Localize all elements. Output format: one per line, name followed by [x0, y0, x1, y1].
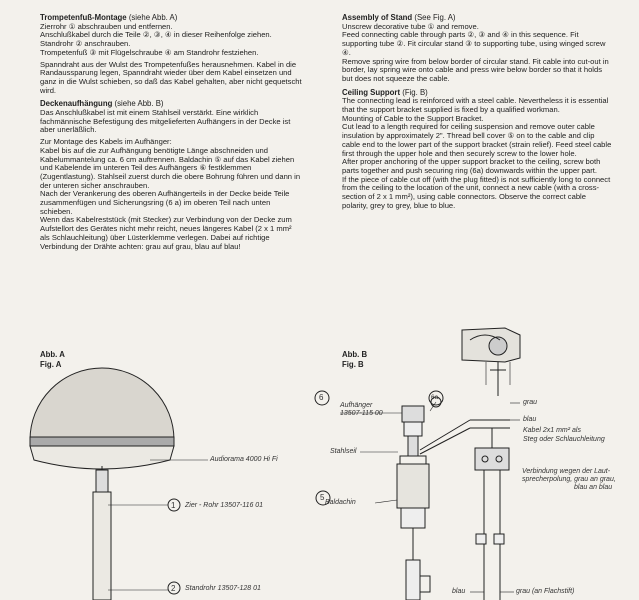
part-number: 6: [319, 393, 324, 402]
hanger-label: Aufhänger: [340, 402, 373, 409]
blue-wire-label: blau: [523, 416, 537, 423]
polarity-note: blau an blau: [574, 484, 613, 491]
hanger-code: 13507-115 00: [340, 410, 383, 417]
grey-wire-label: grau (an Flachstift): [516, 588, 575, 595]
grey-wire-label: grau: [523, 399, 538, 406]
sphere-label: Audiorama 4000 Hi Fi: [210, 456, 278, 463]
cable-spec-label: Steg oder Schlauchleitung: [523, 436, 605, 443]
paragraph: Das Anschlußkabel ist mit einem Stahlseil verstärkt. Eine wirklich fachmännische Befestigung des mitgelieferten Aufhängers in der Decke ist aber unerläßlich.: [40, 108, 291, 135]
paragraph: The connecting lead is reinforced with a steel cable. Nevertheless it is essential that the support bracket supplied is fixed by a qualified workman.: [342, 96, 609, 115]
paragraph: Mounting of Cable to the Support Bracket.: [342, 113, 484, 123]
paragraph: Spanndraht aus der Wulst des Trompetenfußes herausnehmen. Kabel in die Randaussparung legen, Spanndraht wieder über dem Kabel einsetzen und ganz in die Wulst schieben, so daß das Kabel gehalten, aber nicht gequetscht wird.: [40, 59, 302, 95]
paragraph: Nach der Verankerung des oberen Aufhängerteils in der Decke beide Teile zusammenfügen und Sicherungsring (6 a) im oberen Teil nach unten schieben.: [40, 189, 290, 216]
section-heading: Deckenaufhängung (siehe Abb. B): [40, 99, 164, 109]
canopy-label: Baldachin: [325, 499, 356, 506]
part-number: 1: [171, 501, 176, 510]
part-number: 2: [171, 584, 176, 593]
decorative-tube-label: Zier - Rohr 13507-116 01: [185, 502, 264, 509]
paragraph: Feed connecting cable through parts ②, ③ and ④ in this sequence. Fit supporting tube ②. Fit circular stand ③ to supporting tube, using winged screw ④.: [342, 30, 606, 57]
paragraph: Trompetenfuß ③ mit Flügelschraube ④ am Standrohr festziehen.: [40, 47, 259, 57]
hanger-drawing: [397, 397, 510, 600]
bracket-photo-sketch: [462, 328, 520, 396]
section-heading: Ceiling Support (Fig. B): [342, 87, 428, 97]
speaker-sphere-drawing: [30, 368, 174, 469]
figure-a-title: Abb. A Fig. A: [40, 350, 65, 369]
paragraph: Cut lead to a length required for ceiling suspension and remove outer cable insulation by approximately 2". Thread bell cover ⑤ on to the cable and clip cable end to the lower part of the support bracket (strain relief). Feed steel cable first through the upper hole and then securely screw to the lower hole.: [342, 122, 612, 158]
paragraph: Wenn das Kabelreststück (mit Stecker) zur Verbindung von der Decke zum Aufstellort des Gerätes nicht mehr reicht, neues längeres Kabel (2 x 1 mm² als Schlauchleitung) über Lüsterklemme verlegen. Dabei auf richtige Verbindung der Drähte achten: grau auf grau, blau auf blau!: [40, 215, 292, 251]
support-tube-label: Standrohr 13507-128 01: [185, 585, 261, 592]
paragraph: Anschlußkabel durch die Teile ②, ③, ④ in dieser Reihenfolge ziehen.: [40, 30, 272, 40]
polarity-note: sprecherpolung, grau an grau,: [522, 476, 616, 483]
section-heading: Trompetenfuß-Montage (siehe Abb. A): [40, 13, 178, 22]
polarity-note: Verbindung wegen der Laut-: [522, 468, 611, 475]
cable-spec-label: Kabel 2x1 mm² als: [523, 427, 581, 434]
connector-block-drawing: [475, 428, 509, 600]
paragraph: Zur Montage des Kabels im Aufhänger:: [40, 137, 172, 147]
section-heading: Assembly of Stand (See Fig. A): [342, 13, 456, 22]
paragraph: After proper anchoring of the upper support bracket to the ceiling, screw both parts together and push securing ring (6a) downwards within the upper part.: [342, 157, 601, 175]
paragraph: Remove spring wire from below border of circular stand. Fit cable into cut-out in border, lay spring wire onto cable and press wire below border so that it holds but does not squeeze the cable.: [342, 56, 609, 83]
paragraph: If the piece of cable cut off (with the plug fitted) is not sufficiently long to connect from the ceiling to the location of the unit, connect a new cable (with a cross-section of 2 x 1 mm²), using cable connectors. Observe the correct cable polarity, grey to grey, blue to blue.: [342, 174, 611, 210]
blue-wire-label: blau: [452, 588, 466, 595]
paragraph: Unscrew decorative tube ① and remove.: [342, 21, 479, 31]
steel-cable-label: Stahlseil: [330, 448, 357, 455]
figure-b-title: Abb. B Fig. B: [342, 350, 368, 369]
stand-tube-drawing: [93, 466, 111, 600]
paragraph: Zierrohr ① abschrauben und entfernen.: [40, 21, 173, 31]
paragraph: Kabel bis auf die zur Aufhängung benötigte Länge abschneiden und Kabelummantelung ca. 6 cm auftrennen. Baldachin ⑤ auf das Kabel ziehen und Kabelende im unteren Teil des Aufhängers ⑥ festklemmen (Zugentlastung). Stahlseil zuerst durch die obere Bohrung führen und dann in der unteren sicher anschrauben.: [40, 145, 301, 190]
part-number: 6a: [431, 394, 439, 401]
paragraph: Standrohr ② anschrauben.: [40, 39, 131, 49]
part-number: 5: [320, 493, 325, 502]
